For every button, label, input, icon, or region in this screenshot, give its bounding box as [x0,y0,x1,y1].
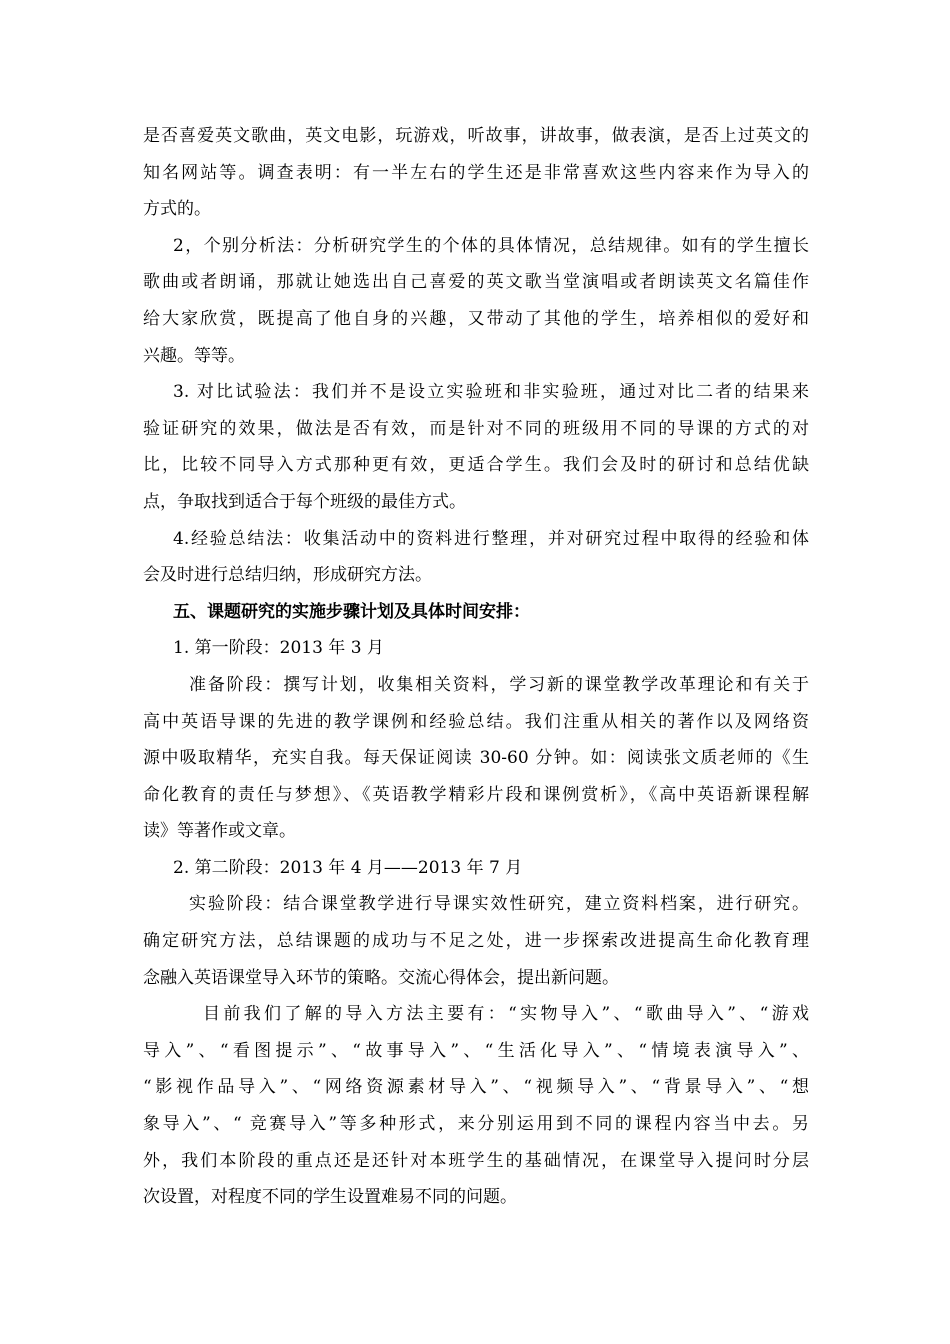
text-line: 会及时进行总结归纳，形成研究方法。 [143,565,432,586]
paragraph-preparation-stage [143,667,809,850]
text-line: 外，我们本阶段的重点还是还针对本班学生的基础情况，在课堂导入提问时分层 [143,1150,809,1171]
text-line: 4.经验总结法：收集活动中的资料进行整理，并对研究过程中取得的经验和体 [173,528,809,549]
text-line: 象导入”、“ 竞赛导入”等多种形式，来分别运用到不同的课程内容当中去。另 [143,1114,809,1135]
paragraph-survey-end [143,118,809,228]
text-line: 2. 第二阶段：2013 年 4 月——2013 年 7 月 [173,857,523,878]
paragraph-comparison-test [143,374,809,520]
text-line: 导入”、“看图提示”、“故事导入”、“生活化导入”、“情境表演导入”、 [143,1040,809,1061]
text-line: 实验阶段：结合课堂教学进行导课实效性研究，建立资料档案，进行研究。 [189,894,809,915]
text-line: 知名网站等。调查表明：有一半左右的学生还是非常喜欢这些内容来作为导入的 [143,162,809,183]
text-line: 验证研究的效果，做法是否有效，而是针对不同的班级用不同的导课的方式的对 [143,418,809,439]
text-line: 方式的。 [143,199,211,220]
text-line: 命化教育的责任与梦想》、《英语教学精彩片段和课例赏析》，《高中英语新课程解 [143,784,809,805]
text-line: 确定研究方法，总结课题的成功与不足之处，进一步探索改进提高生命化教育理 [143,931,809,952]
document-body [143,118,809,1216]
text-line: 1. 第一阶段：2013 年 3 月 [173,638,384,659]
text-line: 歌曲或者朗诵，那就让她选出自己喜爱的英文歌当堂演唱或者朗读英文名篇佳作 [143,272,809,293]
paragraph-stage-one [143,630,809,667]
text-line: 读》等著作或文章。 [143,821,296,842]
text-line: 3. 对比试验法：我们并不是设立实验班和非实验班，通过对比二者的结果来 [173,382,809,403]
text-line: 高中英语导课的先进的教学课例和经验总结。我们注重从相关的著作以及网络资 [143,711,809,732]
text-line: 点，争取找到适合于每个班级的最佳方式。 [143,491,466,512]
text-line: 比，比较不同导入方式那种更有效，更适合学生。我们会及时的研讨和总结优缺 [143,455,809,476]
text-line: 念融入英语课堂导入环节的策略。交流心得体会，提出新问题。 [143,967,619,988]
section-heading: 五、课题研究的实施步骤计划及具体时间安排： [173,601,530,622]
text-line: 给大家欣赏，既提高了他自身的兴趣，又带动了其他的学生，培养相似的爱好和 [143,308,809,329]
text-line: 源中吸取精华，充实自我。每天保证阅读 30-60 分钟。如：阅读张文质老师的《生 [143,748,809,769]
text-line: “影视作品导入”、“网络资源素材导入”、“视频导入”、“背景导入”、“想 [143,1077,809,1098]
paragraph-section-five-heading [143,594,809,631]
text-line: 目前我们了解的导入方法主要有：“实物导入”、“歌曲导入”、“游戏 [203,1004,809,1025]
paragraph-introduction-methods [143,996,809,1216]
text-line: 次设置，对程度不同的学生设置难易不同的问题。 [143,1187,517,1208]
text-line: 准备阶段：撰写计划，收集相关资料，学习新的课堂教学改革理论和有关于 [189,674,809,695]
text-line: 兴趣。等等。 [143,345,245,366]
paragraph-experiment-stage [143,886,809,996]
text-line: 2，个别分析法：分析研究学生的个体的具体情况，总结规律。如有的学生擅长 [173,235,809,256]
paragraph-stage-two [143,850,809,887]
text-line: 是否喜爱英文歌曲，英文电影，玩游戏，听故事，讲故事，做表演，是否上过英文的 [143,126,809,146]
paragraph-experience-summary [143,521,809,594]
paragraph-individual-analysis [143,228,809,374]
